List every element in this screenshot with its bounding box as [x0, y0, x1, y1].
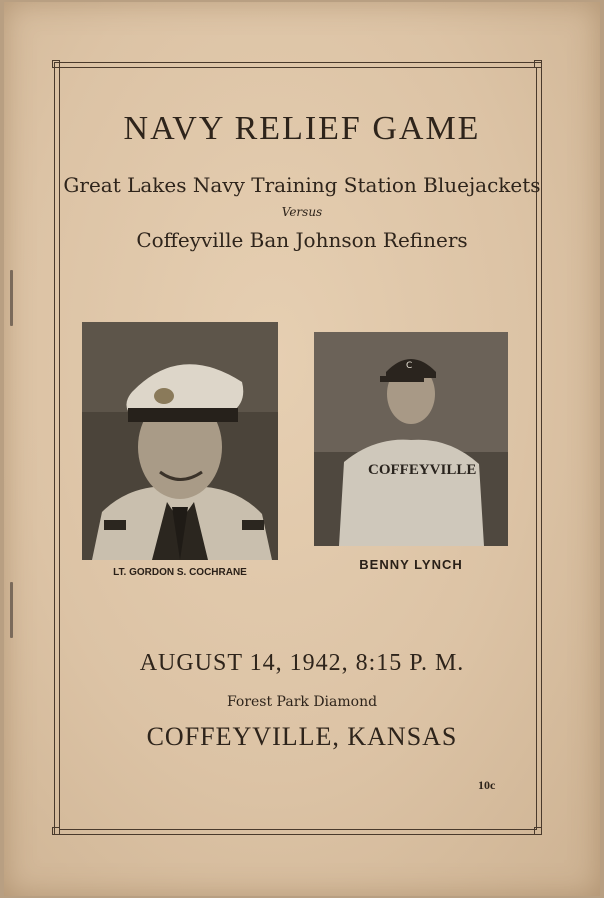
cap-letter: C — [406, 361, 413, 371]
event-datetime: AUGUST 14, 1942, 8:15 P. M. — [139, 650, 465, 676]
team-away-name: Coffeyville Ban Johnson Refiners — [136, 228, 468, 252]
cochrane-caption: LT. GORDON S. COCHRANE — [113, 567, 247, 578]
event-venue: Forest Park Diamond — [226, 694, 378, 710]
lynch-photo — [314, 332, 508, 546]
frame-corner — [52, 827, 60, 835]
frame-corner — [534, 827, 542, 835]
versus-label: Versus — [281, 205, 323, 219]
lynch-caption: BENNY LYNCH — [359, 557, 463, 572]
event-city: COFFEYVILLE, KANSAS — [146, 722, 458, 751]
jersey-text: COFFEYVILLE — [368, 462, 477, 478]
page-title: NAVY RELIEF GAME — [123, 110, 481, 147]
staple — [10, 270, 13, 326]
cochrane-photo — [82, 322, 278, 560]
price-label: 10c — [478, 778, 496, 792]
team-home-name: Great Lakes Navy Training Station Bluejackets — [63, 173, 541, 197]
frame-corner — [534, 60, 542, 68]
frame-corner — [52, 60, 60, 68]
staple — [10, 582, 13, 638]
